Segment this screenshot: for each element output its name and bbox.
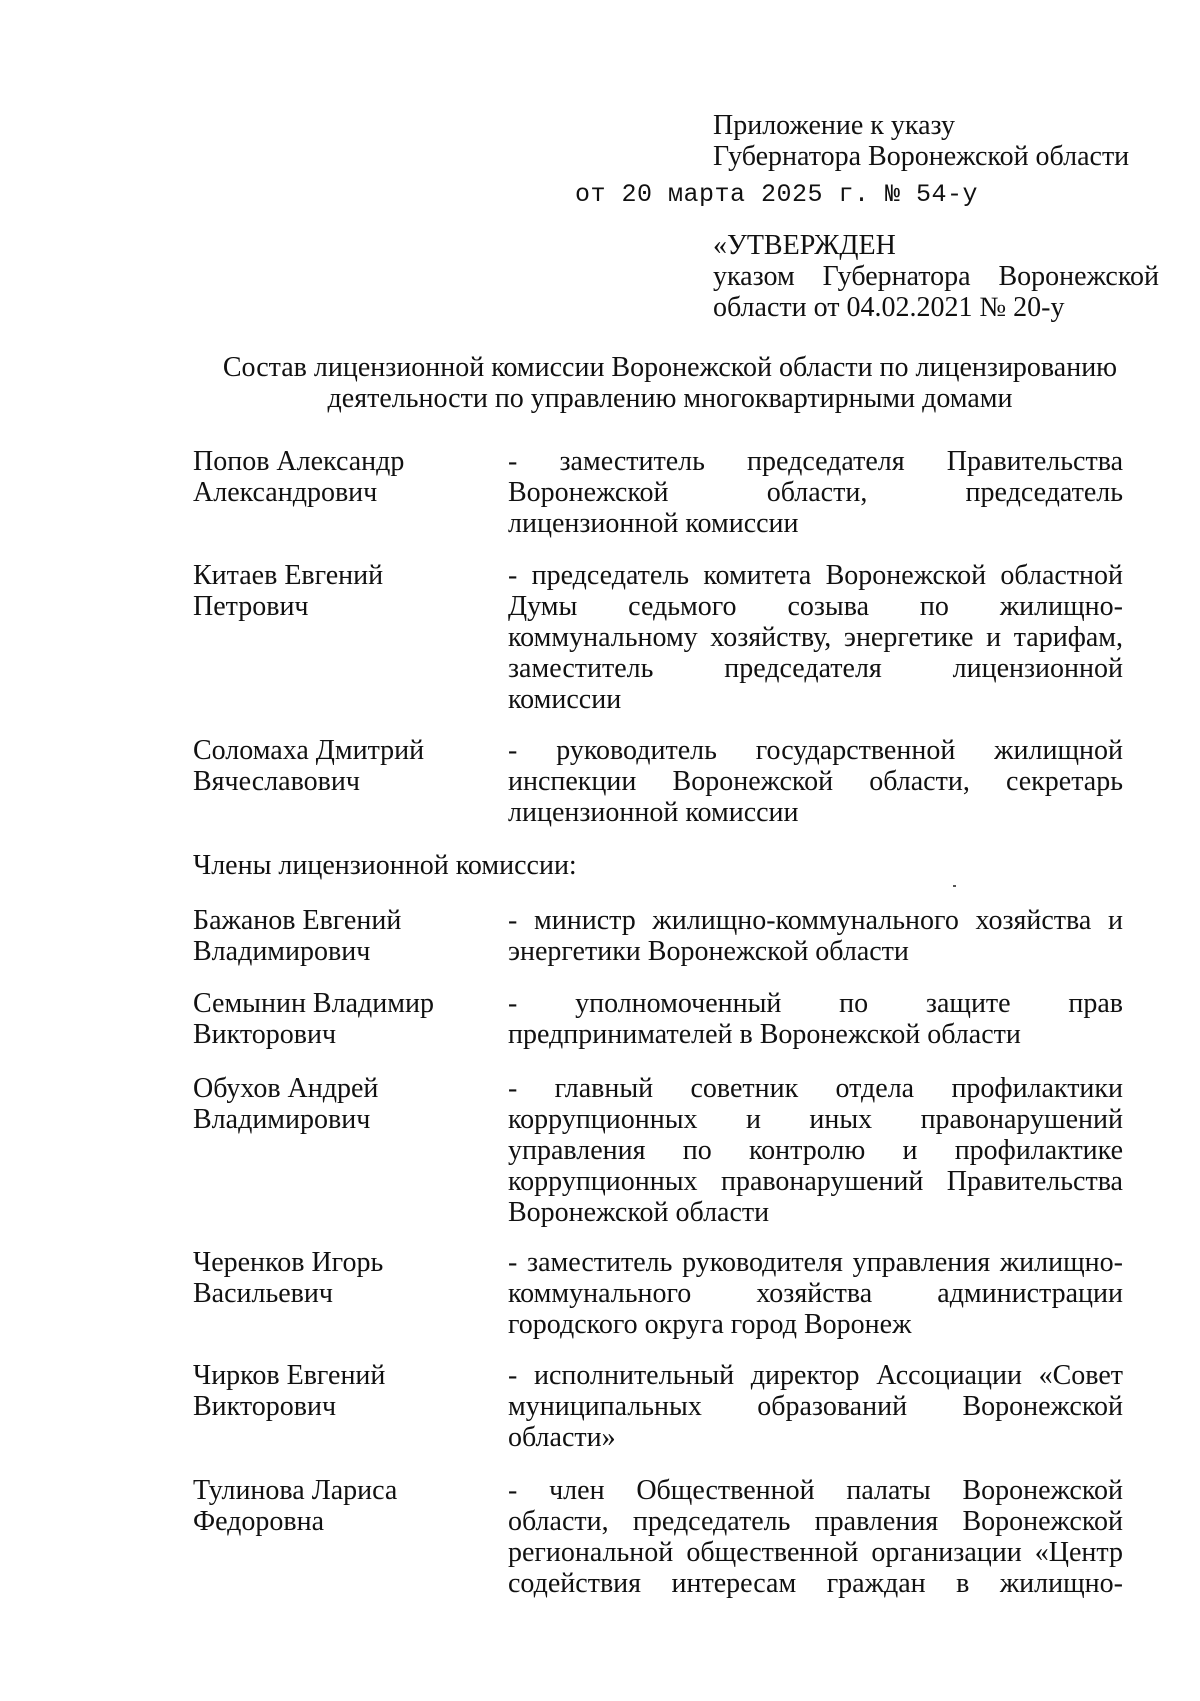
member-role	[508, 1073, 1123, 1228]
member-surname-line: Бажанов Евгений	[193, 905, 402, 936]
role-line: области, председатель правления Воронежской	[508, 1506, 1123, 1537]
member-entry	[193, 446, 1123, 539]
member-surname-line: Чирков Евгений	[193, 1360, 386, 1391]
decree-reference: от 20 марта 2025 г. № 54-у	[575, 180, 979, 209]
appendix-line-1: Приложение к указу	[713, 110, 955, 141]
member-role	[508, 1475, 1123, 1599]
role-line: муниципальных образований Воронежской	[508, 1391, 1123, 1422]
member-entry	[193, 1360, 1123, 1453]
role-line: коммунального хозяйства администрации	[508, 1278, 1123, 1309]
role-line: Воронежской области, председатель	[508, 477, 1123, 508]
role-line: коммунальному хозяйству, энергетике и тарифам,	[508, 622, 1123, 653]
member-name	[193, 446, 493, 508]
member-role	[508, 1360, 1123, 1453]
member-role	[508, 446, 1123, 539]
appendix-line-2: Губернатора Воронежской области	[713, 141, 1130, 172]
member-name	[193, 1073, 493, 1135]
member-role	[508, 988, 1123, 1050]
title-line-2: деятельности по управлению многоквартирными домами	[327, 383, 1013, 414]
role-line: - исполнительный директор Ассоциации «Совет	[508, 1360, 1123, 1391]
member-role	[508, 735, 1123, 828]
member-patronymic-line: Вячеславович	[193, 766, 360, 797]
title-line-1: Состав лицензионной комиссии Воронежской области по лицензированию	[222, 352, 1118, 383]
member-entry	[193, 1475, 1123, 1599]
role-line: управления по контролю и профилактике	[508, 1135, 1123, 1166]
member-name	[193, 1360, 493, 1422]
member-surname-line: Соломаха Дмитрий	[193, 735, 425, 766]
role-line: - уполномоченный по защите прав	[508, 988, 1123, 1019]
member-entry	[193, 735, 1123, 828]
document-title	[200, 352, 1140, 414]
member-name	[193, 1475, 493, 1537]
approved-line-3: области от 04.02.2021 № 20-у	[713, 292, 1065, 323]
member-entry	[193, 560, 1123, 715]
role-line: коррупционных правонарушений Правительства	[508, 1166, 1123, 1197]
role-line: коррупционных и иных правонарушений	[508, 1104, 1123, 1135]
member-patronymic-line: Викторович	[193, 1391, 337, 1422]
member-patronymic-line: Владимирович	[193, 1104, 371, 1135]
role-line: - министр жилищно-коммунального хозяйства и	[508, 905, 1123, 936]
role-line: региональной общественной организации «Центр	[508, 1537, 1123, 1568]
members-section-label: Члены лицензионной комиссии:	[193, 850, 577, 881]
role-line: городского округа город Воронеж	[508, 1309, 912, 1340]
role-line: Воронежской области	[508, 1197, 770, 1228]
member-surname-line: Китаев Евгений	[193, 560, 384, 591]
member-name	[193, 1247, 493, 1309]
role-line: - главный советник отдела профилактики	[508, 1073, 1123, 1104]
role-line: - заместитель председателя Правительства	[508, 446, 1123, 477]
member-role	[508, 1247, 1123, 1340]
role-line: заместитель председателя лицензионной	[508, 653, 1123, 684]
role-line: - руководитель государственной жилищной	[508, 735, 1123, 766]
member-role	[508, 905, 1123, 967]
role-line: - член Общественной палаты Воронежской	[508, 1475, 1123, 1506]
member-patronymic-line: Александрович	[193, 477, 378, 508]
member-patronymic-line: Петрович	[193, 591, 309, 622]
member-name	[193, 735, 493, 797]
member-name	[193, 905, 493, 967]
role-line: - председатель комитета Воронежской областной	[508, 560, 1123, 591]
member-role	[508, 560, 1123, 715]
member-surname-line: Тулинова Лариса	[193, 1475, 398, 1506]
member-name	[193, 560, 493, 622]
role-line: энергетики Воронежской области	[508, 936, 909, 967]
approved-line-1: «УТВЕРЖДЕН	[713, 230, 896, 261]
member-surname-line: Черенков Игорь	[193, 1247, 384, 1278]
member-surname-line: Обухов Андрей	[193, 1073, 379, 1104]
member-entry	[193, 1073, 1123, 1228]
role-line: области»	[508, 1422, 616, 1453]
role-line: лицензионной комиссии	[508, 508, 799, 539]
approved-block	[713, 230, 1159, 323]
appendix-header	[713, 110, 1153, 172]
role-line: комиссии	[508, 684, 622, 715]
member-patronymic-line: Викторович	[193, 1019, 337, 1050]
member-patronymic-line: Федоровна	[193, 1506, 325, 1537]
role-line: предпринимателей в Воронежской области	[508, 1019, 1021, 1050]
member-patronymic-line: Владимирович	[193, 936, 371, 967]
member-name	[193, 988, 493, 1050]
role-line: - заместитель руководителя управления жилищно-	[508, 1247, 1123, 1278]
approved-line-2: указом Губернатора Воронежской	[713, 261, 1159, 292]
member-surname-line: Попов Александр	[193, 446, 405, 477]
member-surname-line: Семынин Владимир	[193, 988, 434, 1019]
member-patronymic-line: Васильевич	[193, 1278, 333, 1309]
role-line: инспекции Воронежской области, секретарь	[508, 766, 1123, 797]
role-line: содействия интересам граждан в жилищно-	[508, 1568, 1123, 1599]
role-line: Думы седьмого созыва по жилищно-	[508, 591, 1123, 622]
role-line: лицензионной комиссии	[508, 797, 799, 828]
scan-speck	[953, 885, 956, 887]
member-entry	[193, 988, 1123, 1050]
member-entry	[193, 1247, 1123, 1340]
member-entry	[193, 905, 1123, 967]
